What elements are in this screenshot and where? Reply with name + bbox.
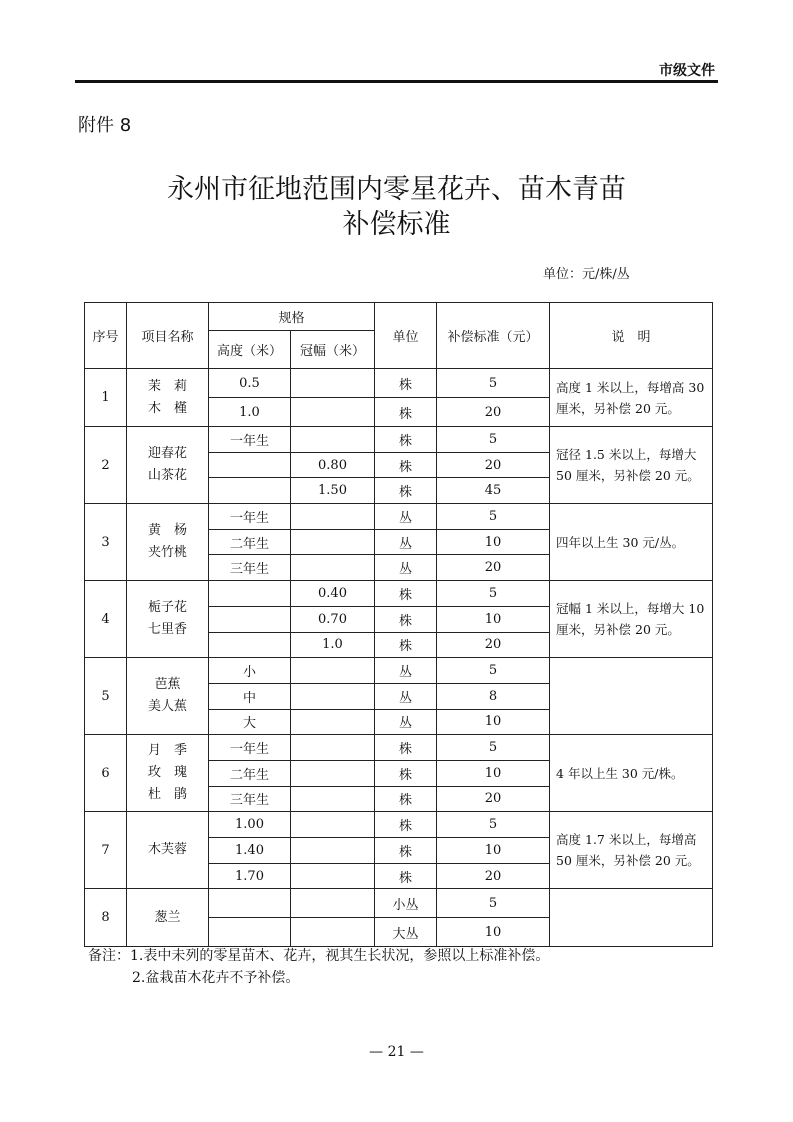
cell-unit: 株 <box>375 398 437 427</box>
cell-standard: 5 <box>437 581 550 607</box>
cell-unit: 株 <box>375 427 437 453</box>
cell-note <box>550 889 713 947</box>
cell-crown: 0.80 <box>291 452 375 478</box>
cell-height: 1.0 <box>209 398 291 427</box>
cell-item-name <box>127 427 209 504</box>
cell-crown <box>291 918 375 947</box>
header-seq: 序号 <box>85 303 127 369</box>
cell-unit: 丛 <box>375 683 437 709</box>
cell-height: 三年生 <box>209 786 291 812</box>
cell-height: 小 <box>209 658 291 684</box>
cell-standard: 20 <box>437 398 550 427</box>
header-standard: 补偿标准（元） <box>437 303 550 369</box>
item-name-text: 木芙蓉 <box>147 842 187 858</box>
cell-standard: 20 <box>437 632 550 658</box>
cell-unit: 株 <box>375 478 437 504</box>
cell-unit: 株 <box>375 632 437 658</box>
cell-item-name <box>127 889 209 947</box>
cell-crown: 1.0 <box>291 632 375 658</box>
item-name-text: 栀子花 <box>147 600 187 616</box>
cell-height: 二年生 <box>209 760 291 786</box>
remark-line2: 2.盆栽苗木花卉不予补偿。 <box>132 970 300 986</box>
item-name-text: 葱兰 <box>154 909 181 925</box>
document-level-label: 市级文件 <box>659 63 715 79</box>
cell-standard: 5 <box>437 504 550 530</box>
table-row <box>85 427 713 453</box>
cell-crown <box>291 683 375 709</box>
header-height: 高度（米） <box>209 331 291 369</box>
compensation-table <box>84 302 713 947</box>
table-row <box>85 581 713 607</box>
cell-crown <box>291 786 375 812</box>
table-row <box>85 812 713 838</box>
cell-standard: 5 <box>437 812 550 838</box>
cell-note: 冠径 1.5 米以上，每增大 50 厘米，另补偿 20 元。 <box>550 427 713 504</box>
cell-crown: 1.50 <box>291 478 375 504</box>
cell-unit: 株 <box>375 581 437 607</box>
cell-standard: 45 <box>437 478 550 504</box>
header-note: 说 明 <box>550 303 713 369</box>
cell-standard: 5 <box>437 369 550 398</box>
cell-unit: 丛 <box>375 529 437 555</box>
cell-height: 一年生 <box>209 427 291 453</box>
cell-unit: 株 <box>375 863 437 889</box>
cell-crown <box>291 838 375 864</box>
cell-height <box>209 889 291 918</box>
cell-crown <box>291 889 375 918</box>
cell-item-name <box>127 369 209 427</box>
cell-seq: 4 <box>85 581 127 658</box>
header-rule <box>75 80 718 83</box>
table-body <box>85 369 713 947</box>
cell-height: 一年生 <box>209 504 291 530</box>
cell-height: 1.00 <box>209 812 291 838</box>
cell-item-name <box>127 812 209 889</box>
cell-standard: 10 <box>437 529 550 555</box>
item-name-text: 山茶花 <box>147 468 187 484</box>
header-name: 项目名称 <box>127 303 209 369</box>
page-title-line2: 补偿标准 <box>342 209 451 240</box>
cell-standard: 20 <box>437 786 550 812</box>
remarks <box>88 945 549 989</box>
cell-crown <box>291 735 375 761</box>
cell-standard: 5 <box>437 658 550 684</box>
cell-note: 冠幅 1 米以上，每增大 10 厘米，另补偿 20 元。 <box>550 581 713 658</box>
table-row <box>85 504 713 530</box>
page-title-line1: 永州市征地范围内零星花卉、苗木青苗 <box>167 174 626 205</box>
cell-height: 中 <box>209 683 291 709</box>
cell-height <box>209 918 291 947</box>
table-row <box>85 658 713 684</box>
cell-standard: 20 <box>437 863 550 889</box>
cell-seq: 5 <box>85 658 127 735</box>
cell-unit: 丛 <box>375 658 437 684</box>
cell-crown <box>291 427 375 453</box>
cell-seq: 3 <box>85 504 127 581</box>
cell-seq: 7 <box>85 812 127 889</box>
cell-note <box>550 658 713 735</box>
cell-height: 三年生 <box>209 555 291 581</box>
cell-seq: 6 <box>85 735 127 812</box>
cell-crown <box>291 863 375 889</box>
cell-item-name <box>127 735 209 812</box>
cell-note: 4 年以上生 30 元/株。 <box>550 735 713 812</box>
cell-seq: 2 <box>85 427 127 504</box>
cell-seq: 8 <box>85 889 127 947</box>
cell-height <box>209 632 291 658</box>
cell-crown <box>291 369 375 398</box>
cell-standard: 10 <box>437 606 550 632</box>
header-unit: 单位 <box>375 303 437 369</box>
remark-line1: 备注：1.表中未列的零星苗木、花卉，视其生长状况，参照以上标准补偿。 <box>88 948 550 964</box>
cell-seq: 1 <box>85 369 127 427</box>
cell-standard: 20 <box>437 452 550 478</box>
cell-unit: 丛 <box>375 555 437 581</box>
cell-height: 一年生 <box>209 735 291 761</box>
item-name-text: 杜 鹃 <box>147 787 187 803</box>
cell-unit: 株 <box>375 452 437 478</box>
cell-note: 高度 1.7 米以上，每增高 50 厘米，另补偿 20 元。 <box>550 812 713 889</box>
cell-height <box>209 478 291 504</box>
cell-crown <box>291 812 375 838</box>
cell-height: 0.5 <box>209 369 291 398</box>
cell-standard: 10 <box>437 918 550 947</box>
cell-crown <box>291 709 375 735</box>
cell-unit: 株 <box>375 369 437 398</box>
cell-height: 1.40 <box>209 838 291 864</box>
item-name-text: 黄 杨 <box>147 523 187 539</box>
item-name-text: 迎春花 <box>147 446 187 462</box>
item-name-text: 夹竹桃 <box>147 545 187 561</box>
cell-standard: 20 <box>437 555 550 581</box>
header-spec: 规格 <box>209 303 375 331</box>
cell-item-name <box>127 504 209 581</box>
cell-crown <box>291 760 375 786</box>
item-name-text: 月 季 <box>147 743 187 759</box>
attachment-label: 附件 8 <box>78 115 132 136</box>
cell-standard: 5 <box>437 889 550 918</box>
item-name-text: 七里香 <box>147 622 187 638</box>
cell-note: 四年以上生 30 元/丛。 <box>550 504 713 581</box>
cell-unit: 丛 <box>375 504 437 530</box>
cell-crown <box>291 555 375 581</box>
cell-unit: 株 <box>375 838 437 864</box>
cell-unit: 株 <box>375 812 437 838</box>
table-row <box>85 889 713 918</box>
cell-height: 1.70 <box>209 863 291 889</box>
cell-item-name <box>127 658 209 735</box>
cell-unit: 株 <box>375 735 437 761</box>
cell-unit: 株 <box>375 786 437 812</box>
cell-crown <box>291 529 375 555</box>
cell-note: 高度 1 米以上，每增高 30 厘米，另补偿 20 元。 <box>550 369 713 427</box>
cell-crown: 0.40 <box>291 581 375 607</box>
cell-item-name <box>127 581 209 658</box>
item-name-text: 木 槿 <box>147 400 187 416</box>
unit-note: 单位：元/株/丛 <box>543 267 630 282</box>
cell-unit: 小丛 <box>375 889 437 918</box>
cell-standard: 10 <box>437 838 550 864</box>
cell-height: 二年生 <box>209 529 291 555</box>
cell-unit: 大丛 <box>375 918 437 947</box>
cell-crown: 0.70 <box>291 606 375 632</box>
item-name-text: 芭蕉 <box>154 677 181 693</box>
cell-crown <box>291 658 375 684</box>
table-row <box>85 735 713 761</box>
item-name-text: 美人蕉 <box>147 699 187 715</box>
table-row <box>85 369 713 398</box>
cell-height <box>209 581 291 607</box>
cell-unit: 株 <box>375 760 437 786</box>
header-crown: 冠幅（米） <box>291 331 375 369</box>
cell-standard: 10 <box>437 760 550 786</box>
cell-height <box>209 452 291 478</box>
cell-standard: 5 <box>437 735 550 761</box>
cell-crown <box>291 504 375 530</box>
cell-standard: 10 <box>437 709 550 735</box>
cell-height <box>209 606 291 632</box>
cell-standard: 8 <box>437 683 550 709</box>
cell-unit: 株 <box>375 606 437 632</box>
item-name-text: 玫 瑰 <box>147 765 187 781</box>
page-number: — 21 — <box>369 1044 424 1060</box>
cell-height: 大 <box>209 709 291 735</box>
cell-standard: 5 <box>437 427 550 453</box>
item-name-text: 茉 莉 <box>147 378 187 394</box>
cell-unit: 丛 <box>375 709 437 735</box>
cell-crown <box>291 398 375 427</box>
